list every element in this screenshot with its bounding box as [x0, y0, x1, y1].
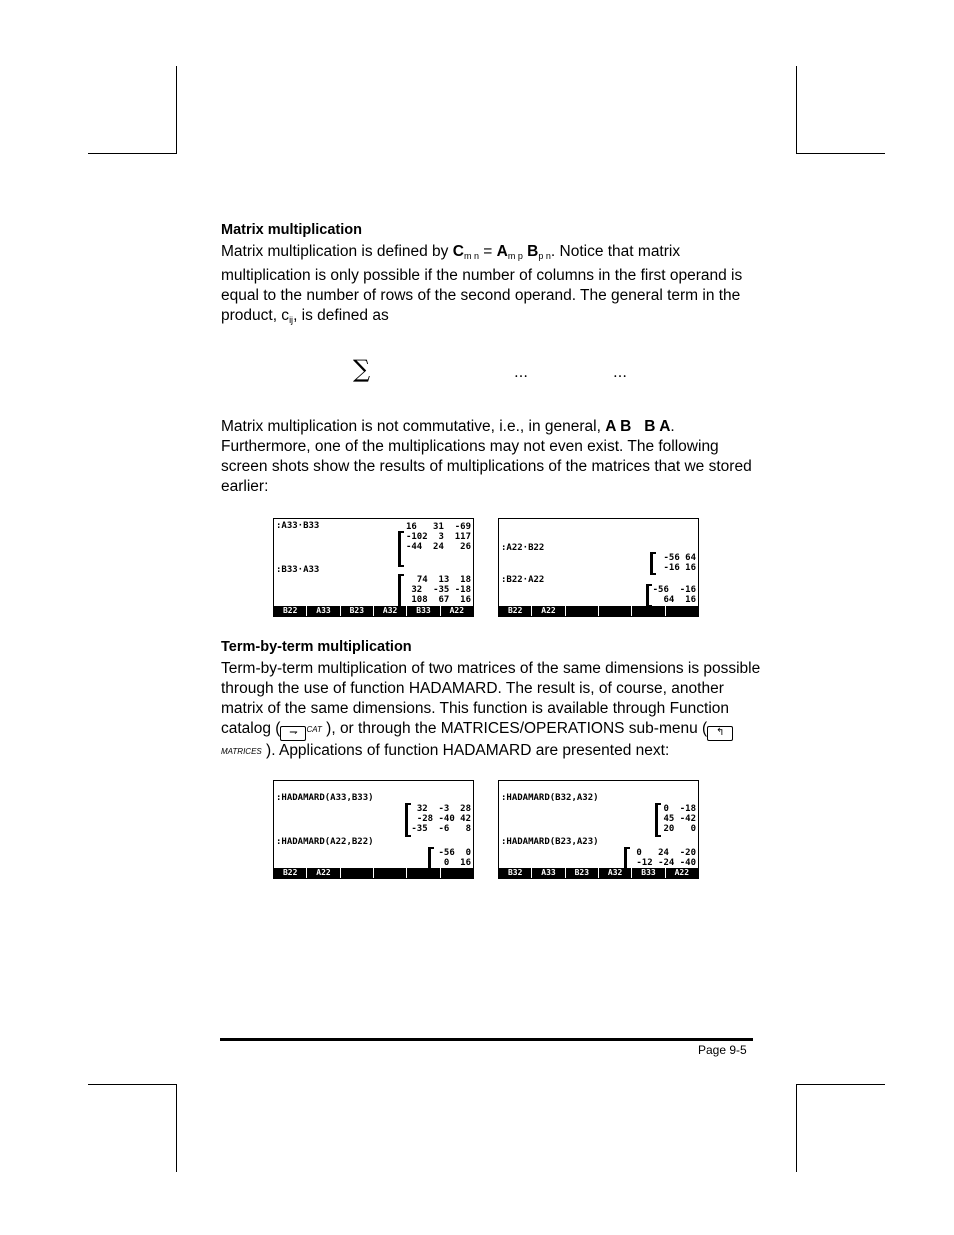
- softkey: A32: [374, 606, 407, 616]
- bracket: [405, 803, 411, 837]
- bracket: [650, 552, 656, 575]
- softkey: [599, 606, 632, 616]
- softkey-menu: [274, 606, 473, 616]
- right-shift-key-icon: ⇁: [280, 726, 306, 741]
- screen-line: :HADAMARD(A33,B33): [276, 793, 374, 803]
- matrix-result: 0 -18 45 -42 20 0: [663, 804, 696, 834]
- softkey-menu: [274, 868, 473, 878]
- sub: m p: [507, 251, 523, 261]
- softkey: [666, 606, 698, 616]
- softkey: A33: [532, 868, 565, 878]
- text: ). Applications of function HADAMARD are presented next:: [261, 742, 670, 759]
- matmul-paragraph: [221, 242, 761, 330]
- eq: =: [478, 243, 497, 260]
- softkey: A32: [599, 868, 632, 878]
- crop-mark: [176, 1084, 177, 1172]
- matrix-result: -56 0 0 16: [438, 848, 471, 868]
- crop-mark: [797, 153, 885, 154]
- calculator-screen: [273, 780, 474, 879]
- cat-key-label: CAT: [306, 725, 322, 734]
- softkey: A22: [674, 868, 690, 877]
- bracket: [655, 803, 661, 837]
- softkey: A22: [307, 868, 340, 878]
- softkey: B22: [274, 868, 307, 878]
- bracket: [428, 847, 434, 870]
- crop-mark: [176, 66, 177, 154]
- screen-line: :HADAMARD(B23,A23): [501, 837, 599, 847]
- softkey: A22: [532, 606, 565, 616]
- text: Term-by-term multiplication of two matrices of the same dimensions is possible through the use of function HADAMARD. The result is, of course, another matrix of the same dimensions. This function is available through Function catalog (: [221, 660, 761, 737]
- calculator-screen: [273, 518, 474, 617]
- sub: p n: [538, 251, 551, 261]
- screen-line: :HADAMARD(A22,B22): [276, 837, 374, 847]
- softkey: [341, 868, 374, 878]
- bracket: [646, 584, 652, 607]
- sym-c: C: [452, 243, 464, 260]
- softkey-menu: [499, 606, 698, 616]
- softkey: [441, 868, 473, 878]
- screen-line: :B22·A22: [501, 575, 545, 585]
- text: ), or through the MATRICES/OPERATIONS sub-menu (: [321, 720, 708, 737]
- screen-line: :A33·B33: [276, 521, 320, 531]
- commute-paragraph: Matrix multiplication is not commutative, i.e., in general, A B B A. Furthermore, one of the multiplications may not even exist. The following screen shots show the results of multiplications of the matrices that we stored earlier:: [221, 418, 752, 495]
- text: Matrix multiplication is defined by: [221, 243, 453, 260]
- sub: m n: [463, 251, 479, 261]
- matrix-result: 32 -3 28 -28 -40 42 -35 -6 8: [411, 804, 471, 834]
- matrix-result: 74 13 18 32 -35 -18 108 67 16: [411, 575, 471, 605]
- footer-rule: [220, 1038, 753, 1041]
- formula-dots: …: [613, 365, 627, 381]
- softkey: B22: [274, 606, 307, 616]
- crop-mark: [796, 66, 797, 154]
- softkey: [407, 868, 440, 878]
- calculator-screen: [498, 518, 699, 617]
- softkey: [566, 606, 599, 616]
- matrix-result: -56 -16 64 16: [652, 585, 696, 605]
- crop-mark: [796, 1084, 797, 1172]
- softkey: B33: [632, 868, 665, 878]
- bracket: [398, 574, 404, 610]
- text: Furthermore, one of the multiplications may not even exist. The following screen shots show the results of multiplications of the matrices that we stored earlier:: [221, 438, 752, 495]
- softkey: B23: [566, 868, 599, 878]
- sub: ij: [289, 315, 294, 325]
- text: , is defined as: [293, 307, 389, 324]
- softkey: B23: [341, 606, 374, 616]
- screen-line: :B33·A33: [276, 565, 320, 575]
- screen-line: :A22·B22: [501, 543, 545, 553]
- formula-sigma: ∑: [353, 355, 371, 383]
- softkey: [632, 606, 665, 616]
- calculator-screen: [498, 780, 699, 879]
- text: . Notice that matrix multiplication is only possible if the number of columns in the first operand is equal to the number of rows of the second operand. The general term in the product, c: [221, 243, 743, 324]
- matrix-result: 0 24 -20 -12 -24 -40: [636, 848, 696, 868]
- softkey: A33: [307, 606, 340, 616]
- crop-mark: [88, 1084, 176, 1085]
- tbt-paragraph: [221, 659, 761, 762]
- matmul-heading: Matrix multiplication: [221, 222, 362, 238]
- softkey: B32: [499, 868, 532, 878]
- tbt-heading: Term-by-term multiplication: [221, 639, 412, 655]
- softkey: A22: [449, 606, 465, 615]
- crop-mark: [797, 1084, 885, 1085]
- left-shift-key-icon: ↰: [707, 726, 733, 741]
- ab: A B: [605, 418, 632, 435]
- screen-line: :HADAMARD(B32,A32): [501, 793, 599, 803]
- softkey: [374, 868, 407, 878]
- softkey: B33: [407, 606, 440, 616]
- matrix-result: -56 64 -16 16: [663, 553, 696, 573]
- softkey-menu: [499, 868, 698, 878]
- bracket: [624, 847, 630, 870]
- matrices-key-label: MATRICES: [221, 747, 262, 756]
- bracket: [398, 531, 404, 567]
- crop-mark: [88, 153, 176, 154]
- ba: B A: [644, 418, 671, 435]
- page-number: Page 9-5: [698, 1043, 747, 1057]
- matrix-result: 16 31 -69 -102 3 117 -44 24 26: [405, 522, 471, 552]
- sym-a: A: [496, 243, 508, 260]
- formula-dots: …: [514, 365, 528, 381]
- softkey: B22: [499, 606, 532, 616]
- sym-b: B: [527, 243, 539, 260]
- text: Matrix multiplication is not commutative, i.e., in general,: [221, 418, 606, 435]
